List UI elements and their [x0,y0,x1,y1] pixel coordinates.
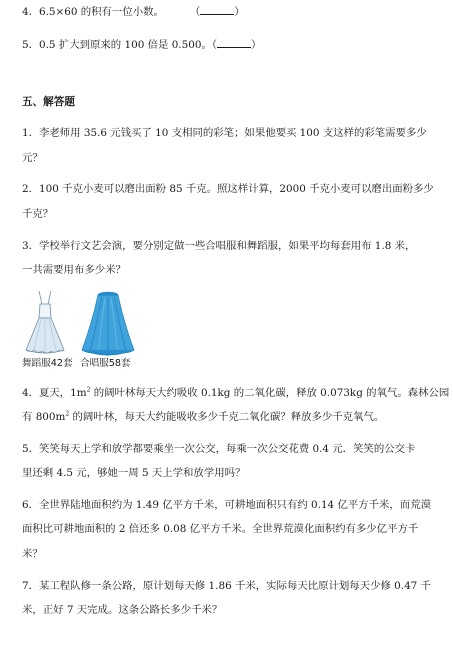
problem-4-line-1-a: 4．夏天，1m [22,387,87,399]
judgement-q5 [22,38,261,52]
problem-6-line-1: 6．全世界陆地面积约为 1.49 亿平方千米，可耕地面积只有约 0.14 亿平方千米，而荒漠 [22,499,431,511]
problem-5-line-1: 5．笑笑每天上学和放学都要乘坐一次公交，每乘一次公交花费 0.4 元．笑笑的公交卡 [22,443,416,455]
judgement-q4-bracket-close: ） [234,6,245,18]
problem-4-line-2-a: 有 800m [22,411,66,423]
problem-3-line-1: 3．学校举行文艺会演，要分别定做一些合唱服和舞蹈服，如果平均每套用布 1.8 米， [22,240,416,252]
section-title: 五、解答题 [22,96,75,108]
problem-6-line-2: 面积比可耕地面积的 2 倍还多 0.08 亿平方千米。全世界荒漠化面积约有多少亿平方千 [22,523,419,535]
problem-4-line-1 [22,387,449,400]
area-exponent: 2 [65,410,70,418]
problem-4-line-2 [22,411,384,424]
judgement-q5-bracket-open: （ [211,39,218,51]
problem-2-line-2: 千克？ [22,208,54,220]
problem-7-line-2: 米，正好 7 天完成。这条公路长多少千米？ [22,604,223,616]
problem-3-line-2: 一共需要用布多少米？ [22,264,126,276]
problem-5-line-2: 里还剩 4.5 元，够她一周 5 天上学和放学用吗？ [22,467,246,479]
judgement-q4 [22,5,245,19]
judgement-q4-bracket-open: （ [189,6,201,18]
problem-4-line-2-b: 的阔叶林，每天大约能吸收多少千克二氧化碳？释放多少千克氧气。 [69,411,385,423]
problem-1-line-1: 1．李老师用 35.6 元钱买了 10 支相同的彩笔；如果他要买 100 支这样的彩笔需要多少 [22,127,427,139]
dance-costume-caption: 舞蹈服42套 [22,358,73,369]
problem-1-line-2: 元？ [22,152,43,164]
problem-2-line-1: 2．100 千克小麦可以磨出面粉 85 千克。照这样计算，2000 千克小麦可以磨出面粉多少 [22,183,434,195]
problem-7-line-1: 7．某工程队修一条公路，原计划每天修 1.86 千米，实际每天比原计划每天少修 0.47 千 [22,580,431,592]
judgement-q5-text: 5．0.5 扩大到原来的 100 倍是 0.500。 [22,39,212,51]
dance-dress-image [26,291,64,354]
judgement-q5-bracket-close: ） [251,39,262,51]
problem-4-line-1-b: 的阔叶林每天大约吸收 0.1kg 的二氧化碳，释放 0.073kg 的氧气。森林公园 [90,387,450,399]
answer-blank[interactable] [200,5,234,15]
judgement-q4-text: 4．6.5×60 的积有一位小数。 [22,6,164,18]
problem-6-line-3: 米？ [22,548,43,560]
choir-skirt-image [82,292,134,356]
answer-blank[interactable] [217,38,251,48]
area-exponent: 2 [86,386,91,394]
choir-costume-caption: 合唱服58套 [80,358,131,369]
